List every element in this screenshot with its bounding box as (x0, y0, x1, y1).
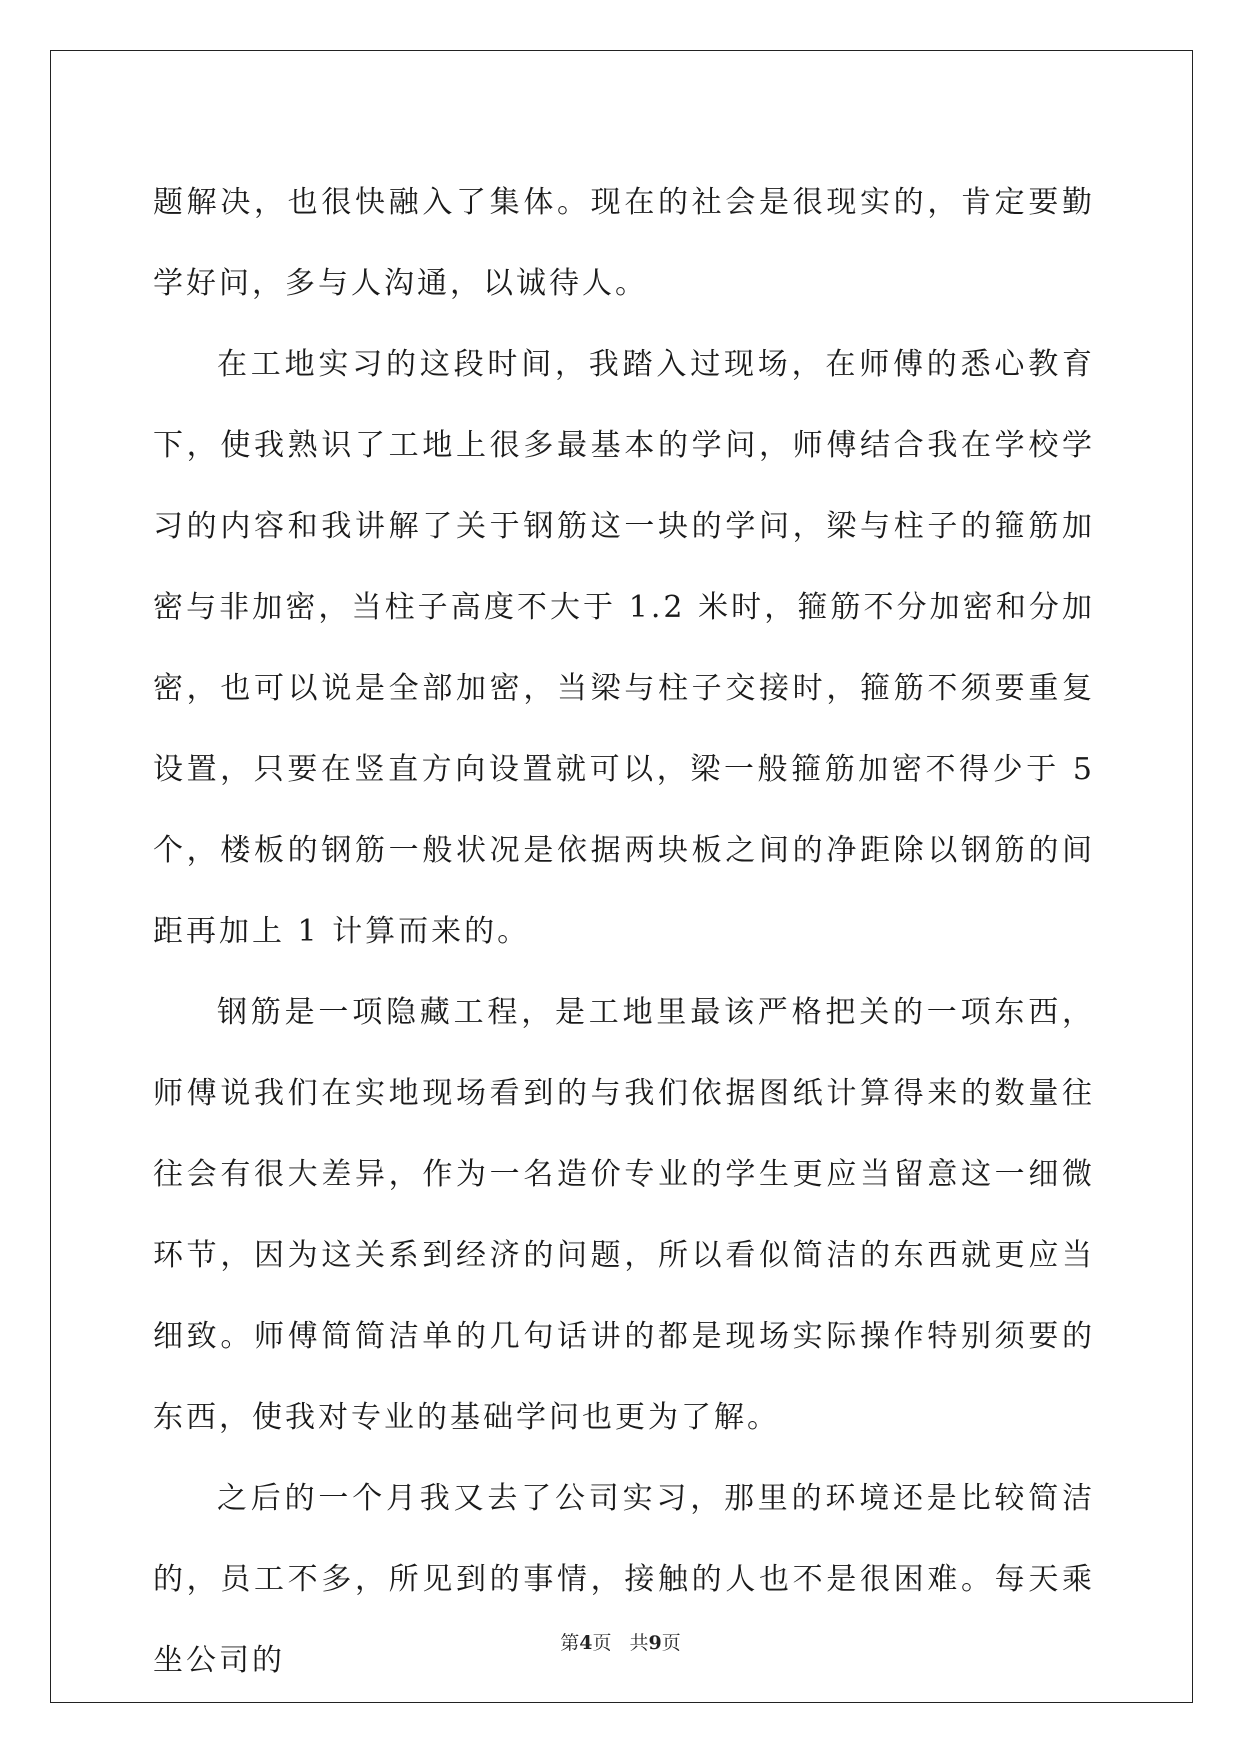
current-page-number: 4 (579, 1632, 593, 1654)
total-page-number: 9 (648, 1632, 662, 1654)
paragraph-2: 在工地实习的这段时间，我踏入过现场，在师傅的悉心教育下，使我熟识了工地上很多最基本的学问，师傅结合我在学校学习的内容和我讲解了关于钢筋这一块的学问，梁与柱子的箍筋加密与非加密，当柱子高度不大于 1.2 米时，箍筋不分加密和分加密，也可以说是全部加密，当梁与柱子交接时，箍筋不须要重复设置，只要在竖直方向设置就可以，梁一般箍筋加密不得少于 5 个，楼板的钢筋一般状况是依据两块板之间的净距除以钢筋的间距再加上 1 计算而来的。 (153, 347, 1095, 949)
total-prefix: 共 (629, 1632, 649, 1654)
page-footer (0, 1628, 1241, 1655)
page-prefix: 第 (560, 1632, 580, 1654)
paragraph-1: 题解决，也很快融入了集体。现在的社会是很现实的，肯定要勤学好问，多与人沟通，以诚待人。 (153, 185, 1095, 301)
total-suffix: 页 (661, 1632, 681, 1654)
paragraph-4: 之后的一个月我又去了公司实习，那里的环境还是比较简洁的，员工不多，所见到的事情，接触的人也不是很困难。每天乘坐公司的 (153, 1481, 1095, 1678)
document-body (153, 162, 1095, 1701)
page-suffix: 页 (592, 1632, 612, 1654)
paragraph-3: 钢筋是一项隐藏工程，是工地里最该严格把关的一项东西，师傅说我们在实地现场看到的与我们依据图纸计算得来的数量往往会有很大差异，作为一名造价专业的学生更应当留意这一细微环节，因为这关系到经济的问题，所以看似简洁的东西就更应当细致。师傅简简洁单的几句话讲的都是现场实际操作特别须要的东西，使我对专业的基础学问也更为了解。 (153, 995, 1095, 1435)
